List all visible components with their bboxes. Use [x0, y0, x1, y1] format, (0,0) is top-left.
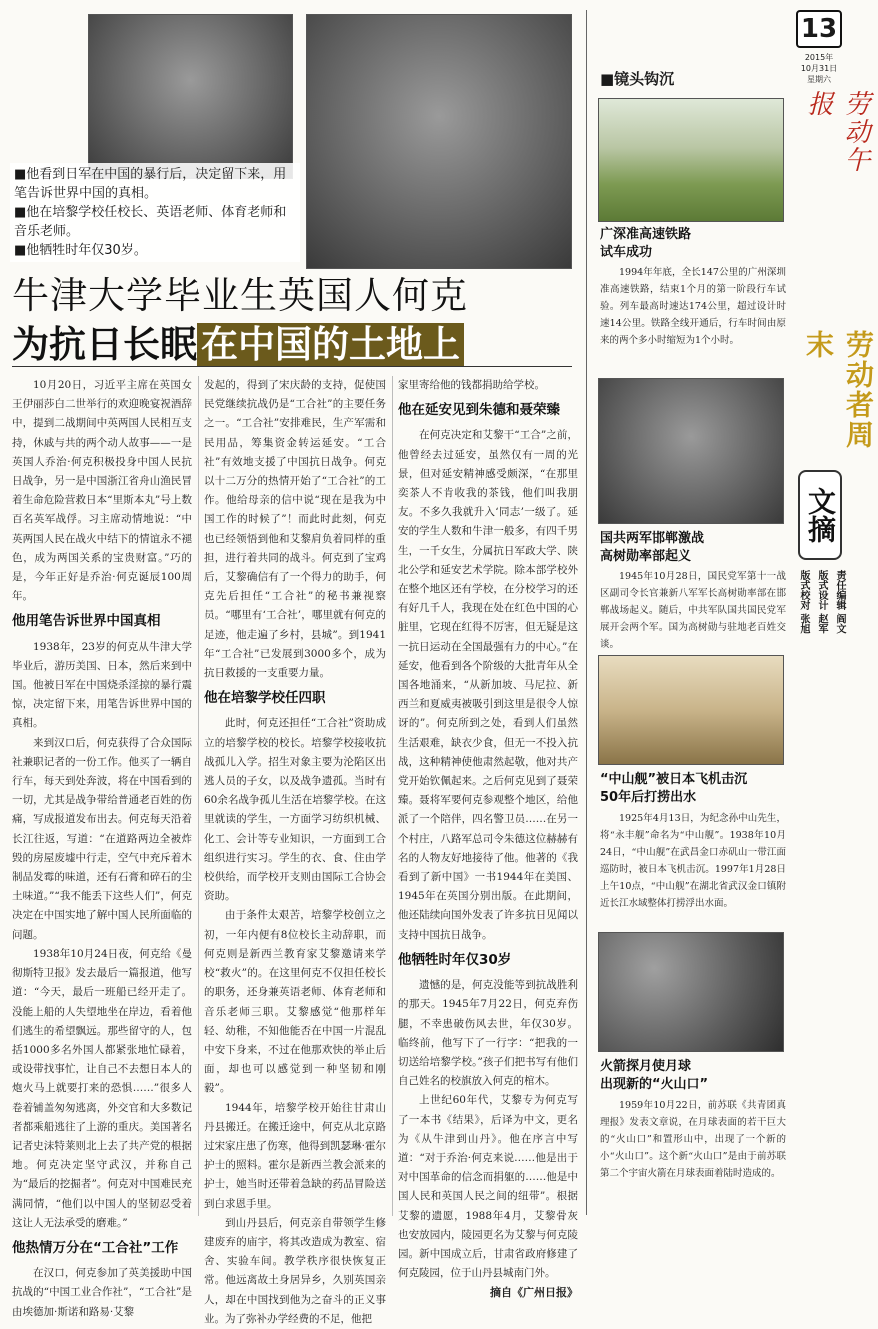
- photo-high-speed-railway: [598, 98, 784, 222]
- photo-caption-box: [10, 163, 300, 262]
- sidebar-item-4-paragraph: 1959年10月22日，前苏联《共青团真理报》发表文章说，在月球表面的若干巨大的“火山口”和置形山中，出现了一个新的小“火山口”。这个新“火山口”是由于前苏联第二个宇宙火箭在月球表面着陆时造成的。: [600, 1100, 786, 1179]
- section-title-4: 他在延安见到朱德和聂荣臻: [398, 402, 560, 419]
- credit-designer: 版式设计 赵军: [816, 570, 827, 634]
- section-title-2: 他热情万分在“工合社”工作: [12, 1239, 179, 1256]
- article-intro: 10月20日，习近平主席在英国女王伊丽莎白二世举行的欢迎晚宴祝酒辞中，提到二战期间中英两国人民相互支持，休戚与共的两个动人故事——一是英国人乔治·何克积极投身中国人民抗日战争，另一是中国浙江省舟山渔民冒着生命危险营救日本“里斯本丸”号上数百名英军战俘。习主席动情地说：“中英两国人民在战火中结下的情谊永不褪色，成为两国关系的宝贵财富。”巧的是，今年正好是乔治·何克诞辰100周年。: [12, 379, 192, 603]
- sidebar-item-3-title-line2: 50年后打捞出水: [600, 790, 697, 805]
- photo-men-reading-map: [88, 14, 293, 179]
- photo-caption-1: ■他看到日军在中国的暴行后，决定留下来，用笔告诉世界中国的真相。: [14, 167, 287, 201]
- sidebar-item-3-title-line1: “中山舰”被日本飞机击沉: [600, 772, 748, 787]
- section-2-para-1: 在汉口，何克参加了英美援助中国抗战的“中国工业合作社”，“工合社”是由埃德加·斯诺和路易·艾黎: [12, 1267, 192, 1318]
- column-divider-2: [392, 376, 393, 1216]
- sidebar-item-3-paragraph: 1925年4月13日，为纪念孙中山先生，将“永丰舰”命名为“中山舰”。1938年10月24日，“中山舰”在武昌金口赤矶山一带江面巡防时，被日本飞机击沉。1997年1月28日上午10点，“中山舰”在湖北省武汉金口镇附近长江水域整体打捞浮出水面。: [600, 813, 786, 909]
- section-sub-box: [798, 470, 842, 560]
- headline-line2-highlight: 在中国的土地上: [197, 323, 464, 366]
- credits: [796, 570, 847, 690]
- section-3-para-4: 到山丹县后，何克亲自带领学生修建废弃的庙宇，将其改造成为教室、宿舍、实验车间。教学秩序很快恢复正常。他远离故土身居异乡，久别英国亲人，却在中国找到他为之奋斗的正义事业。为了弥补办学经费的不足，他把: [204, 1216, 386, 1325]
- section-title-1: 他用笔告诉世界中国真相: [12, 613, 161, 630]
- photo-handan-uprising: [598, 378, 784, 524]
- issue-date-year: 2015年: [804, 53, 834, 62]
- sidebar-item-3-text: [600, 810, 786, 912]
- issue-date-weekday: 星期六: [807, 75, 831, 84]
- section-5-para-1: 遗憾的是，何克没能等到抗战胜利的那天。1945年7月22日，何克弃伤腿，不幸患破伤风去世，年仅30岁。临终前，他写下了一行字：“把我的一切送给培黎学校。”孩子们把书写有他们自己姓名的校旗放入何克的棺木。: [398, 979, 578, 1088]
- column-3-para-1: 家里寄给他的钱都捐助给学校。: [398, 379, 545, 391]
- article-column-2: [204, 376, 386, 1329]
- section-4-para-1: 在何克决定和艾黎干“工合”之前，他曾经去过延安，虽然仅有一周的光景，但对延安精神感受颇深，“在那里奕茶人不肯收我的茶钱，他们叫我朋友。不多久我就升入‘同志’一级了。延安的学生人数和牛津一般多，有四千男生，一千女生，分属抗日军政大学、陕北公学和延安艺术学院。除本部学校外在整个地区还有学校，在分校学习的还有好几千人，我现在处在红色中国的心脏里，它现在红得不厉害，但无疑是这一抗日运动在全国最强有力的中心。”在延安，他看到各个阶级的大批青年从全国各地涌来，“从新加坡、马尼拉、新西兰和夏威夷被吸引到这里是很令人惊讶的”。何克所到之处，看到人们虽然生活艰难，缺衣少食，但无一不投入抗战，这种精神使他肃然起敬，他对共产党开始钦佩起来。之后何克见到了聂荣臻。聂将军要何克参观整个地区，给他派了一个陪伴，四名警卫员……在另一个村庄，八路军总司令朱德这位赫赫有名的人物友好地接待了他。他著的《我看到了新中国》一书1944年在美国、1945年在英国分别出版。在此期间，他还陆续向国外发表了许多抗日见闻以支持中国抗日战争。: [398, 429, 578, 941]
- article-source: 摘自《广州日报》: [490, 1286, 578, 1300]
- sidebar-item-2-title-line2: 高树勋率部起义: [600, 549, 692, 564]
- sidebar-item-4-title: [600, 1058, 786, 1094]
- section-3-para-3: 1944年，培黎学校开始往甘肃山丹县搬迁。在搬迁途中，何克从北京路过宋家庄患了伤寒，他得到凯瑟琳·霍尔护士的照料。霍尔是新西兰教会派来的护士，她当时还带着急缺的药品冒险送到白求恩手里。: [204, 1101, 386, 1210]
- sidebar-item-2-text: [600, 568, 786, 653]
- section-3-para-1: 此时，何克还担任“工合社”资助成立的培黎学校的校长。培黎学校接收抗战孤儿入学。招生对象主要为沦陷区出逃人员的子女，以及战争遗孤。当时有60余名战争孤儿生活在培黎学校。在这里就读的学生，一方面学习纺织机械、化工、会计等专业知识，一方面到工合组织进行实习。学生的衣、食、住由学校供给，而学校开支则由国际工合协会资助。: [204, 717, 386, 903]
- headline-rule: [12, 366, 572, 367]
- headline-line2: [12, 314, 572, 368]
- section-title-3: 他在培黎学校任四职: [204, 690, 326, 707]
- credit-editor: 责任编辑 阎文: [834, 570, 845, 634]
- section-1-para-2: 来到汉口后，何克获得了合众国际社兼职记者的一份工作。他买了一辆自行车，每天到处奔波，将在中国看到的一切，尤其是战争带给普通老百姓的伤痛，写成报道发布出去。何克每天沿着长江往返，写道：“在道路两边全被炸毁的房屋废墟中行走，空气中充斥着木制品发霉的味道，还有石膏和碎石的尘土味道。”“我不能丢下这些人们”，何克决定在中国实地了解中国人民所面临的问题。: [12, 736, 192, 941]
- sidebar-item-1-text: [600, 264, 786, 349]
- photo-zhongshan-warship: [598, 655, 784, 765]
- sidebar-item-1-title: [600, 226, 786, 262]
- issue-date: [794, 52, 844, 85]
- sidebar-item-2-paragraph: 1945年10月28日，国民党军第十一战区副司令长官兼新八军军长高树勋率部在邯郸战场起义。随后，中共军队国共国民党军展开会两个军。国为高树勋与驻地老百姓交谈。: [600, 571, 786, 650]
- sidebar-item-1-title-line1: 广深准高速铁路: [600, 227, 692, 242]
- article-column-1: [12, 376, 192, 1322]
- section-5-para-2: 上世纪60年代，艾黎专为何克写了一本书《结果》，后译为中文，更名为《从牛津到山丹》。他在序言中写道：“对于乔治·何克来说……他是出于对中国革命的信念而捐躯的……他是中国人民和英国人民之间的纽带”。根据艾黎的遗愿，1988年4月，艾黎骨灰也安放园内，陵园更名为艾黎与何克陵园。新中国成立后，甘肃省政府修建了何克陵园，位于山丹县城南门外。: [398, 1094, 578, 1280]
- sidebar-divider: [586, 10, 587, 1215]
- sidebar-item-3-title: [600, 771, 786, 807]
- sidebar-item-1-title-line2: 试车成功: [600, 245, 653, 260]
- issue-date-day: 10月31日: [800, 64, 838, 73]
- headline-line1: 牛津大学毕业生英国人何克: [12, 274, 468, 317]
- headline-line2-plain: 为抗日长眠: [12, 323, 197, 366]
- photo-george-hogg-portrait: [306, 14, 572, 269]
- photo-caption-3: ■他牺牲时年仅30岁。: [14, 243, 147, 258]
- sidebar-item-1-paragraph: 1994年年底，全长147公里的广州深圳准高速铁路，结束1个月的第一阶段行车试验。列车最高时速达174公里，超过设计时速14公里。铁路全线开通后，行车时间由原来的两个多小时缩短为1个小时。: [600, 267, 786, 346]
- section-3-para-2: 由于条件太艰苦，培黎学校创立之初，一年内便有8位校长主动辞职，而何克则是新西兰教育家艾黎邀请来学校“救火”的。在这里何克不仅担任校长的职务，还身兼英语老师、体育老师和音乐老师三职。艾黎感觉“他那样年轻、幼稚，不知他能否在中国一片混乱中安下身来，不过在他那欢快的举止后面，却也可以感觉到一种坚韧和刚毅”。: [204, 909, 386, 1095]
- sidebar-item-4-title-line2: 出现新的“火山口”: [600, 1077, 709, 1092]
- photo-caption-2: ■他在培黎学校任校长、英语老师、体育老师和音乐老师。: [14, 205, 287, 239]
- sidebar-item-2-title: [600, 530, 786, 566]
- section-name: 劳动者周末: [802, 330, 875, 450]
- page-number-box: [796, 10, 842, 48]
- sidebar-title: ■镜头钩沉: [600, 70, 675, 88]
- section-sub: 文摘: [804, 487, 837, 543]
- section-1-para-1: 1938年，23岁的何克从牛津大学毕业后，游历美国、日本，然后来到中国。他被日军在中国烧杀淫掠的暴行震惊，决定留下来，用笔告诉世界中国的真相。: [12, 640, 192, 730]
- article-column-3: [398, 376, 578, 1303]
- sidebar-item-4-title-line1: 火箭探月使月球: [600, 1059, 692, 1074]
- section-title-5: 他牺牲时年仅30岁: [398, 951, 512, 968]
- sidebar-item-2-title-line1: 国共两军邯郸激战: [600, 531, 705, 546]
- sidebar-item-4-text: [600, 1097, 786, 1182]
- column-2-para-1: 发起的，得到了宋庆龄的支持，促使国民党继续抗战仍是“工合社”的主要任务之一。“工合社”安排难民，生产军需和民用品，筹集资金转运延安。“工合社”有效地支援了中国抗日战争。何克以十二万分的热情开始了“工合社”的工作。他给母亲的信中说“现在是我为中国工作的时候了”！而此时此刻，何克也已经领悟到他和艾黎肩负着同样的重担，进行着共同的战斗。何克到了宝鸡后，艾黎确信有了一个得力的助手，何克先后担任“工合社”的秘书兼视察员。“哪里有‘工合社’，哪里就有何克的足迹，他走遍了乡村，县城”。到1941年“工合社”已发展到3000多个，成为抗日救援的一支重要力量。: [204, 379, 386, 680]
- column-divider-1: [198, 376, 199, 1216]
- page-number: 13: [800, 14, 838, 44]
- photo-moon-crater: [598, 932, 784, 1052]
- newspaper-logo: 劳动午报: [803, 90, 870, 174]
- section-1-para-3: 1938年10月24日夜，何克给《曼彻斯特卫报》发去最后一篇报道，他写道：“今天，最后一班船已经开走了。没能上船的人失望地坐在岸边，看着他们逃生的希望飘远。那些留守的人，包括1000多名外国人都紧张地忙碌着，或设带找事忙，让自己不去想日本人的炮火马上就要打来的恐惧……”很多人卷着铺盖匆匆逃离，外交官和大多数记者都乘船逃往了上游的重庆。美国著名记者史沫特莱则北上去了共产党的根据地。何克决定坚守武汉，并称自己为“最后的挖掘者”。何克对中国难民充满同情，“他们以中国人的坚韧忍受着这让人无法承受的磨难。”: [12, 947, 192, 1229]
- credit-proofreader: 版式校对 张旭: [798, 570, 809, 634]
